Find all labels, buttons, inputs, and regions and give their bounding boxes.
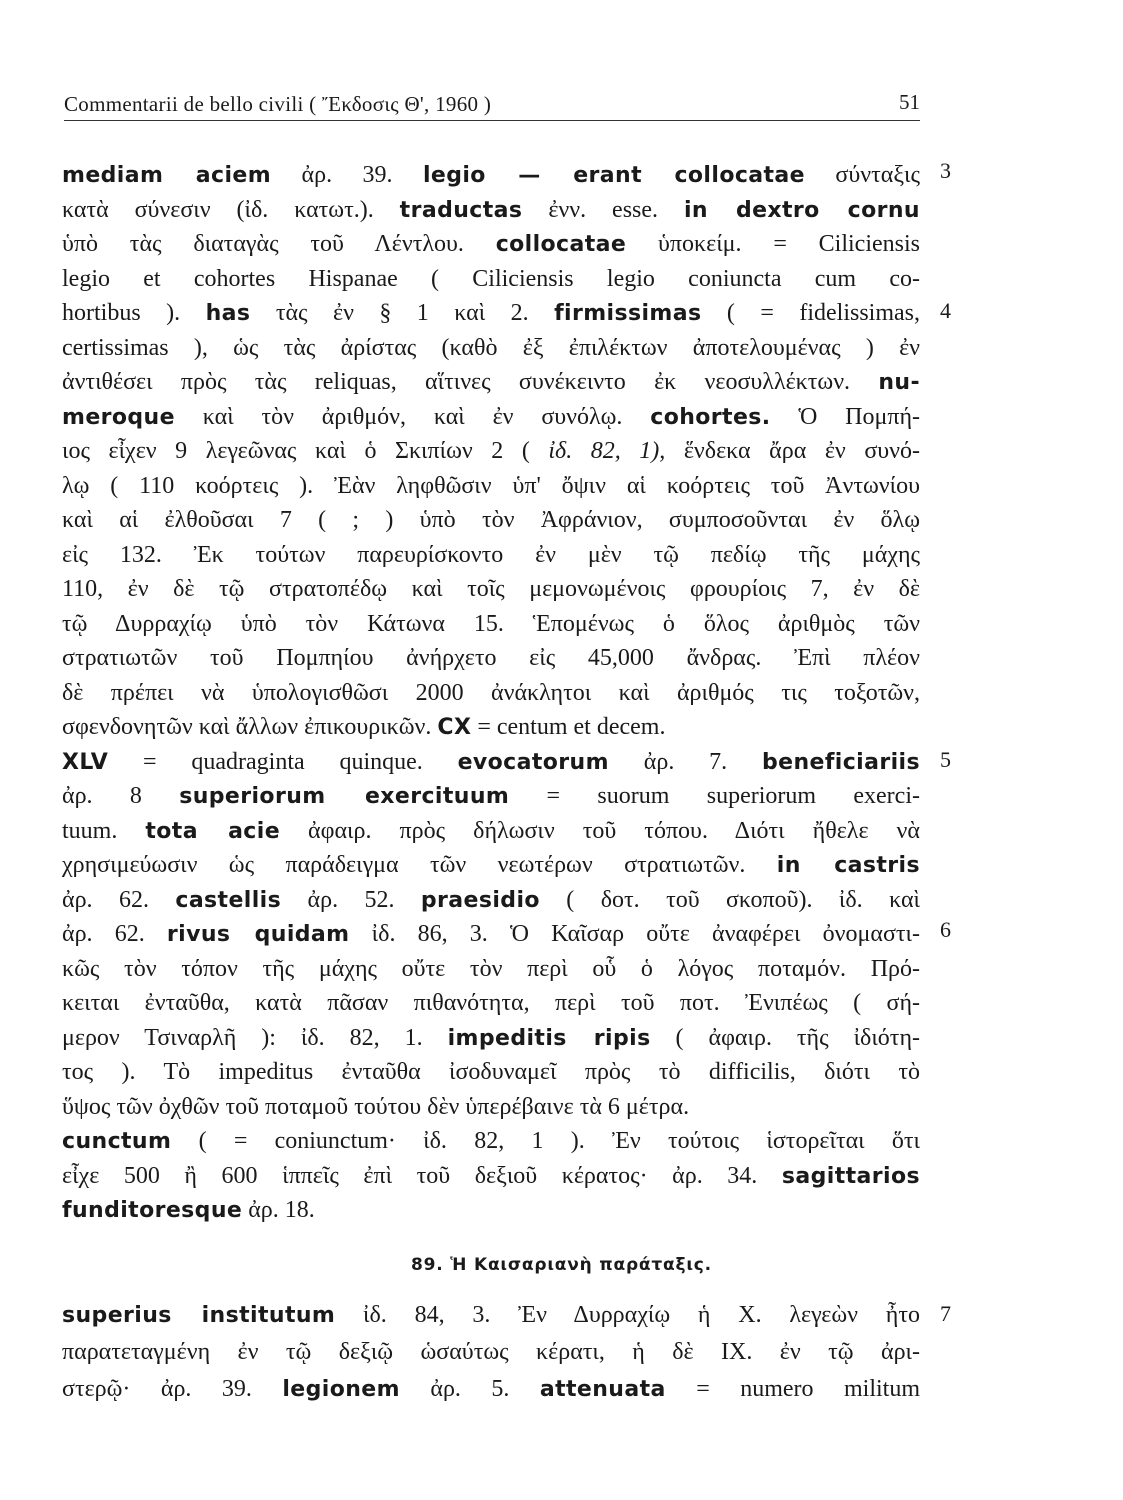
text-segment: τος ). Τὸ impeditus ἐνταῦθα ἰσοδυναμεῖ πρὸς τὸ difficilis, διότι τὸ	[62, 1059, 920, 1085]
text-segment: ( = coniunctum· ἰδ. 82, 1 ). Ἐν τούτοις ἱστορεῖται ὅτι	[171, 1128, 920, 1154]
lemma-term: traductas	[399, 197, 523, 223]
text-line	[62, 365, 920, 399]
text-line	[62, 1021, 920, 1055]
lemma-term: in dextro cornu	[683, 197, 920, 223]
text-line	[62, 1090, 920, 1124]
text-line	[62, 1335, 920, 1369]
lemma-term: sagittarios	[781, 1163, 920, 1189]
text-segment: ἀρ. 18.	[242, 1197, 315, 1223]
lemma-term: superiorum exercituum	[179, 784, 510, 809]
text-segment: 110, ἐν δὲ τῷ στρατοπέδῳ καὶ τοῖς μεμονωμένοις φρουρίοις 7, ἐν δὲ	[62, 576, 920, 602]
text-segment: λῳ ( 110 κοόρτεις ). Ἐὰν ληφθῶσιν ὑπ' ὄψιν αἱ κοόρτεις τοῦ Ἀντωνίου	[62, 472, 920, 499]
text-segment: σύνταξις	[805, 162, 920, 188]
header-title: Commentarii de bello civili ( Ἔκδοσις Θ', 1960 )	[64, 92, 492, 116]
lemma-term: nu-	[878, 370, 920, 395]
text-segment: ὑπὸ τὰς διαταγὰς τοῦ Λέντλου.	[62, 231, 496, 257]
text-segment: = numero militum	[665, 1376, 920, 1402]
text-segment: παρατεταγμένη ἐν τῷ δεξιῷ ὡσαύτως κέρατι, ἡ δὲ IX. ἐν τῷ ἀρι-	[62, 1339, 920, 1365]
text-line	[62, 814, 920, 848]
text-line	[62, 883, 920, 917]
text-segment: = suorum superiorum exerci-	[509, 783, 920, 809]
text-segment: ἰδ. 86, 3. Ὁ Καῖσαρ οὔτε ἀναφέρει ὀνομαστι-	[349, 921, 920, 947]
text-line	[62, 331, 920, 365]
margin-number: 5	[940, 747, 951, 772]
lemma-term: evocatorum	[457, 749, 609, 775]
text-line	[62, 710, 920, 744]
text-line	[62, 779, 920, 813]
text-segment: ἐνν. esse.	[522, 196, 684, 223]
lemma-term: meroque	[62, 404, 175, 430]
text-line	[62, 1055, 920, 1089]
text-line	[62, 745, 920, 779]
text-segment: τῷ Δυρραχίῳ ὑπὸ τὸν Κάτωνα 15. Ἑπομένως ὁ ὅλος ἀριθμὸς τῶν	[62, 610, 920, 637]
text-line	[62, 227, 920, 261]
text-line	[62, 434, 920, 468]
text-segment: στερῷ· ἀρ. 39.	[62, 1376, 283, 1402]
text-line	[62, 469, 920, 503]
text-segment: κειται ἐνταῦθα, κατὰ πᾶσαν πιθανότητα, περὶ τοῦ ποτ. Ἐνιπέως ( σή-	[62, 990, 920, 1016]
margin-number: 6	[940, 917, 951, 942]
text-segment: καὶ τὸν ἀριθμόν, καὶ ἐν συνόλῳ.	[174, 403, 651, 430]
text-line	[62, 917, 920, 951]
text-segment: ( ἀφαιρ. τῆς ἰδιότη-	[650, 1024, 920, 1051]
text-segment: ἀρ. 7.	[608, 748, 762, 775]
text-segment: tuum.	[62, 817, 146, 844]
text-segment: στρατιωτῶν τοῦ Πομπηίου ἀνήρχετο εἰς 45,000 ἄνδρας. Ἐπὶ πλέον	[62, 645, 920, 671]
text-line	[62, 538, 920, 572]
text-segment: ἀρ. 62.	[62, 886, 176, 913]
text-line	[62, 296, 920, 330]
text-segment: καὶ αἱ ἐλθοῦσαι 7 ( ; ) ὑπὸ τὸν Ἀφράνιον, συμποσοῦνται ἐν ὅλῳ	[62, 507, 920, 533]
text-segment: κῶς τὸν τόπον τῆς μάχης οὔτε τὸν περὶ οὗ ὁ λόγος ποταμόν. Πρό-	[62, 955, 920, 982]
text-segment: = centum et decem.	[471, 714, 666, 740]
text-segment: χρησιμεύωσιν ὡς παράδειγμα τῶν νεωτέρων στρατιωτῶν.	[62, 852, 777, 878]
text-line	[62, 1298, 920, 1332]
text-line	[62, 193, 920, 227]
lemma-term: cohortes.	[650, 404, 771, 430]
text-line	[62, 158, 920, 192]
lemma-term: mediam aciem	[62, 163, 272, 188]
lemma-term: CX	[437, 715, 472, 740]
text-segment: legio et cohortes Hispanae ( Ciliciensis legio coniuncta cum co-	[62, 265, 920, 292]
text-segment: certissimas ), ὡς τὰς ἀρίστας (καθὸ ἐξ ἐπιλέκτων ἀποτελουμένας ) ἐν	[62, 334, 920, 361]
lemma-term: firmissimas	[554, 301, 702, 326]
text-segment: ιος εἶχεν 9 λεγεῶνας καὶ ὁ Σκιπίων 2 (	[62, 438, 549, 464]
text-line	[62, 1372, 920, 1406]
text-segment: ἀφαιρ. πρὸς δήλωσιν τοῦ τόπου. Διότι ἤθελε νὰ	[280, 817, 920, 844]
text-segment: δὲ πρέπει νὰ ὑπολογισθῶσι 2000 ἀνάκλητοι καὶ ἀριθμός τις τοξοτῶν,	[62, 679, 920, 706]
text-line	[62, 986, 920, 1020]
text-segment: ( = fidelissimas,	[701, 300, 920, 326]
text-line	[62, 641, 920, 675]
text-segment: ὕψος τῶν ὀχθῶν τοῦ ποταμοῦ τούτου δὲν ὑπερέβαινε τὰ 6 μέτρα.	[62, 1093, 690, 1120]
margin-number: 4	[940, 298, 951, 323]
margin-number: 3	[940, 158, 951, 183]
text-line	[62, 952, 920, 986]
text-segment: μερον Τσιναρλῆ ): ἰδ. 82, 1.	[62, 1024, 448, 1051]
page-number: 51	[899, 90, 920, 114]
text-segment: ἀντιθέσει πρὸς τὰς reliquas, αἵτινες συνέκειντο ἐκ νεοσυλλέκτων.	[62, 369, 879, 395]
text-segment: ἀρ. 8	[62, 783, 180, 809]
running-header	[64, 84, 920, 121]
text-line	[62, 607, 920, 641]
lemma-term: beneficiariis	[761, 749, 920, 775]
text-segment: ( δοτ. τοῦ σκοποῦ). ἰδ. καὶ	[539, 886, 920, 913]
text-segment: ἕνδεκα ἄρα ἐν συνό-	[665, 438, 920, 464]
lemma-term: in castris	[776, 853, 920, 878]
text-segment: hortibus ).	[62, 300, 206, 326]
text-line	[62, 1159, 920, 1193]
text-segment: ἰδ. 84, 3. Ἐν Δυρραχίῳ ἡ Χ. λεγεὼν ἦτο	[335, 1302, 920, 1328]
text-segment: κατὰ σύνεσιν (ἰδ. κατωτ.).	[62, 196, 400, 223]
text-line	[62, 262, 920, 296]
text-line	[62, 676, 920, 710]
lemma-term: funditoresque	[62, 1198, 243, 1223]
text-segment: ἰδ. 82, 1),	[548, 438, 666, 464]
text-segment: = quadraginta quinque.	[108, 748, 458, 775]
lemma-term: cunctum	[62, 1129, 172, 1154]
text-segment: τὰς ἐν § 1 καὶ 2.	[250, 300, 555, 326]
text-line	[62, 572, 920, 606]
text-line	[62, 1193, 920, 1227]
text-line	[62, 503, 920, 537]
lemma-term: castellis	[175, 887, 282, 913]
lemma-term: praesidio	[420, 887, 540, 913]
lemma-term: XLV	[62, 749, 109, 775]
lemma-term: attenuata	[539, 1377, 666, 1402]
text-line	[62, 848, 920, 882]
section-heading: 89. Ἡ Καισαριανὴ παράταξις.	[411, 1255, 712, 1275]
lemma-term: has	[205, 301, 251, 326]
text-segment: ἀρ. 39.	[271, 162, 423, 188]
lemma-term: impeditis ripis	[447, 1025, 651, 1051]
text-segment: ὑποκείμ. = Ciliciensis	[626, 231, 920, 257]
text-segment: ἀρ. 52.	[281, 886, 421, 913]
lemma-term: collocatae	[495, 232, 627, 257]
text-segment: εἶχε 500 ἢ 600 ἱππεῖς ἐπὶ τοῦ δεξιοῦ κέρατος· ἀρ. 34.	[62, 1162, 782, 1189]
text-segment: ἀρ. 5.	[399, 1376, 540, 1402]
lemma-term: legionem	[282, 1377, 400, 1402]
lemma-term: tota acie	[145, 818, 281, 844]
text-segment: εἰς 132. Ἐκ τούτων παρευρίσκοντο ἐν μὲν τῷ πεδίῳ τῆς μάχης	[62, 541, 920, 568]
text-line	[62, 1124, 920, 1158]
margin-number: 7	[940, 1301, 951, 1326]
text-segment: σφενδονητῶν καὶ ἄλλων ἐπικουρικῶν.	[62, 714, 438, 740]
lemma-term: rivus quidam	[166, 922, 350, 947]
lemma-term: superius institutum	[62, 1303, 336, 1328]
text-segment: ἀρ. 62.	[62, 921, 167, 947]
text-segment: Ὁ Πομπή-	[770, 403, 920, 430]
lemma-term: legio — erant collocatae	[422, 163, 805, 188]
text-line	[62, 400, 920, 434]
